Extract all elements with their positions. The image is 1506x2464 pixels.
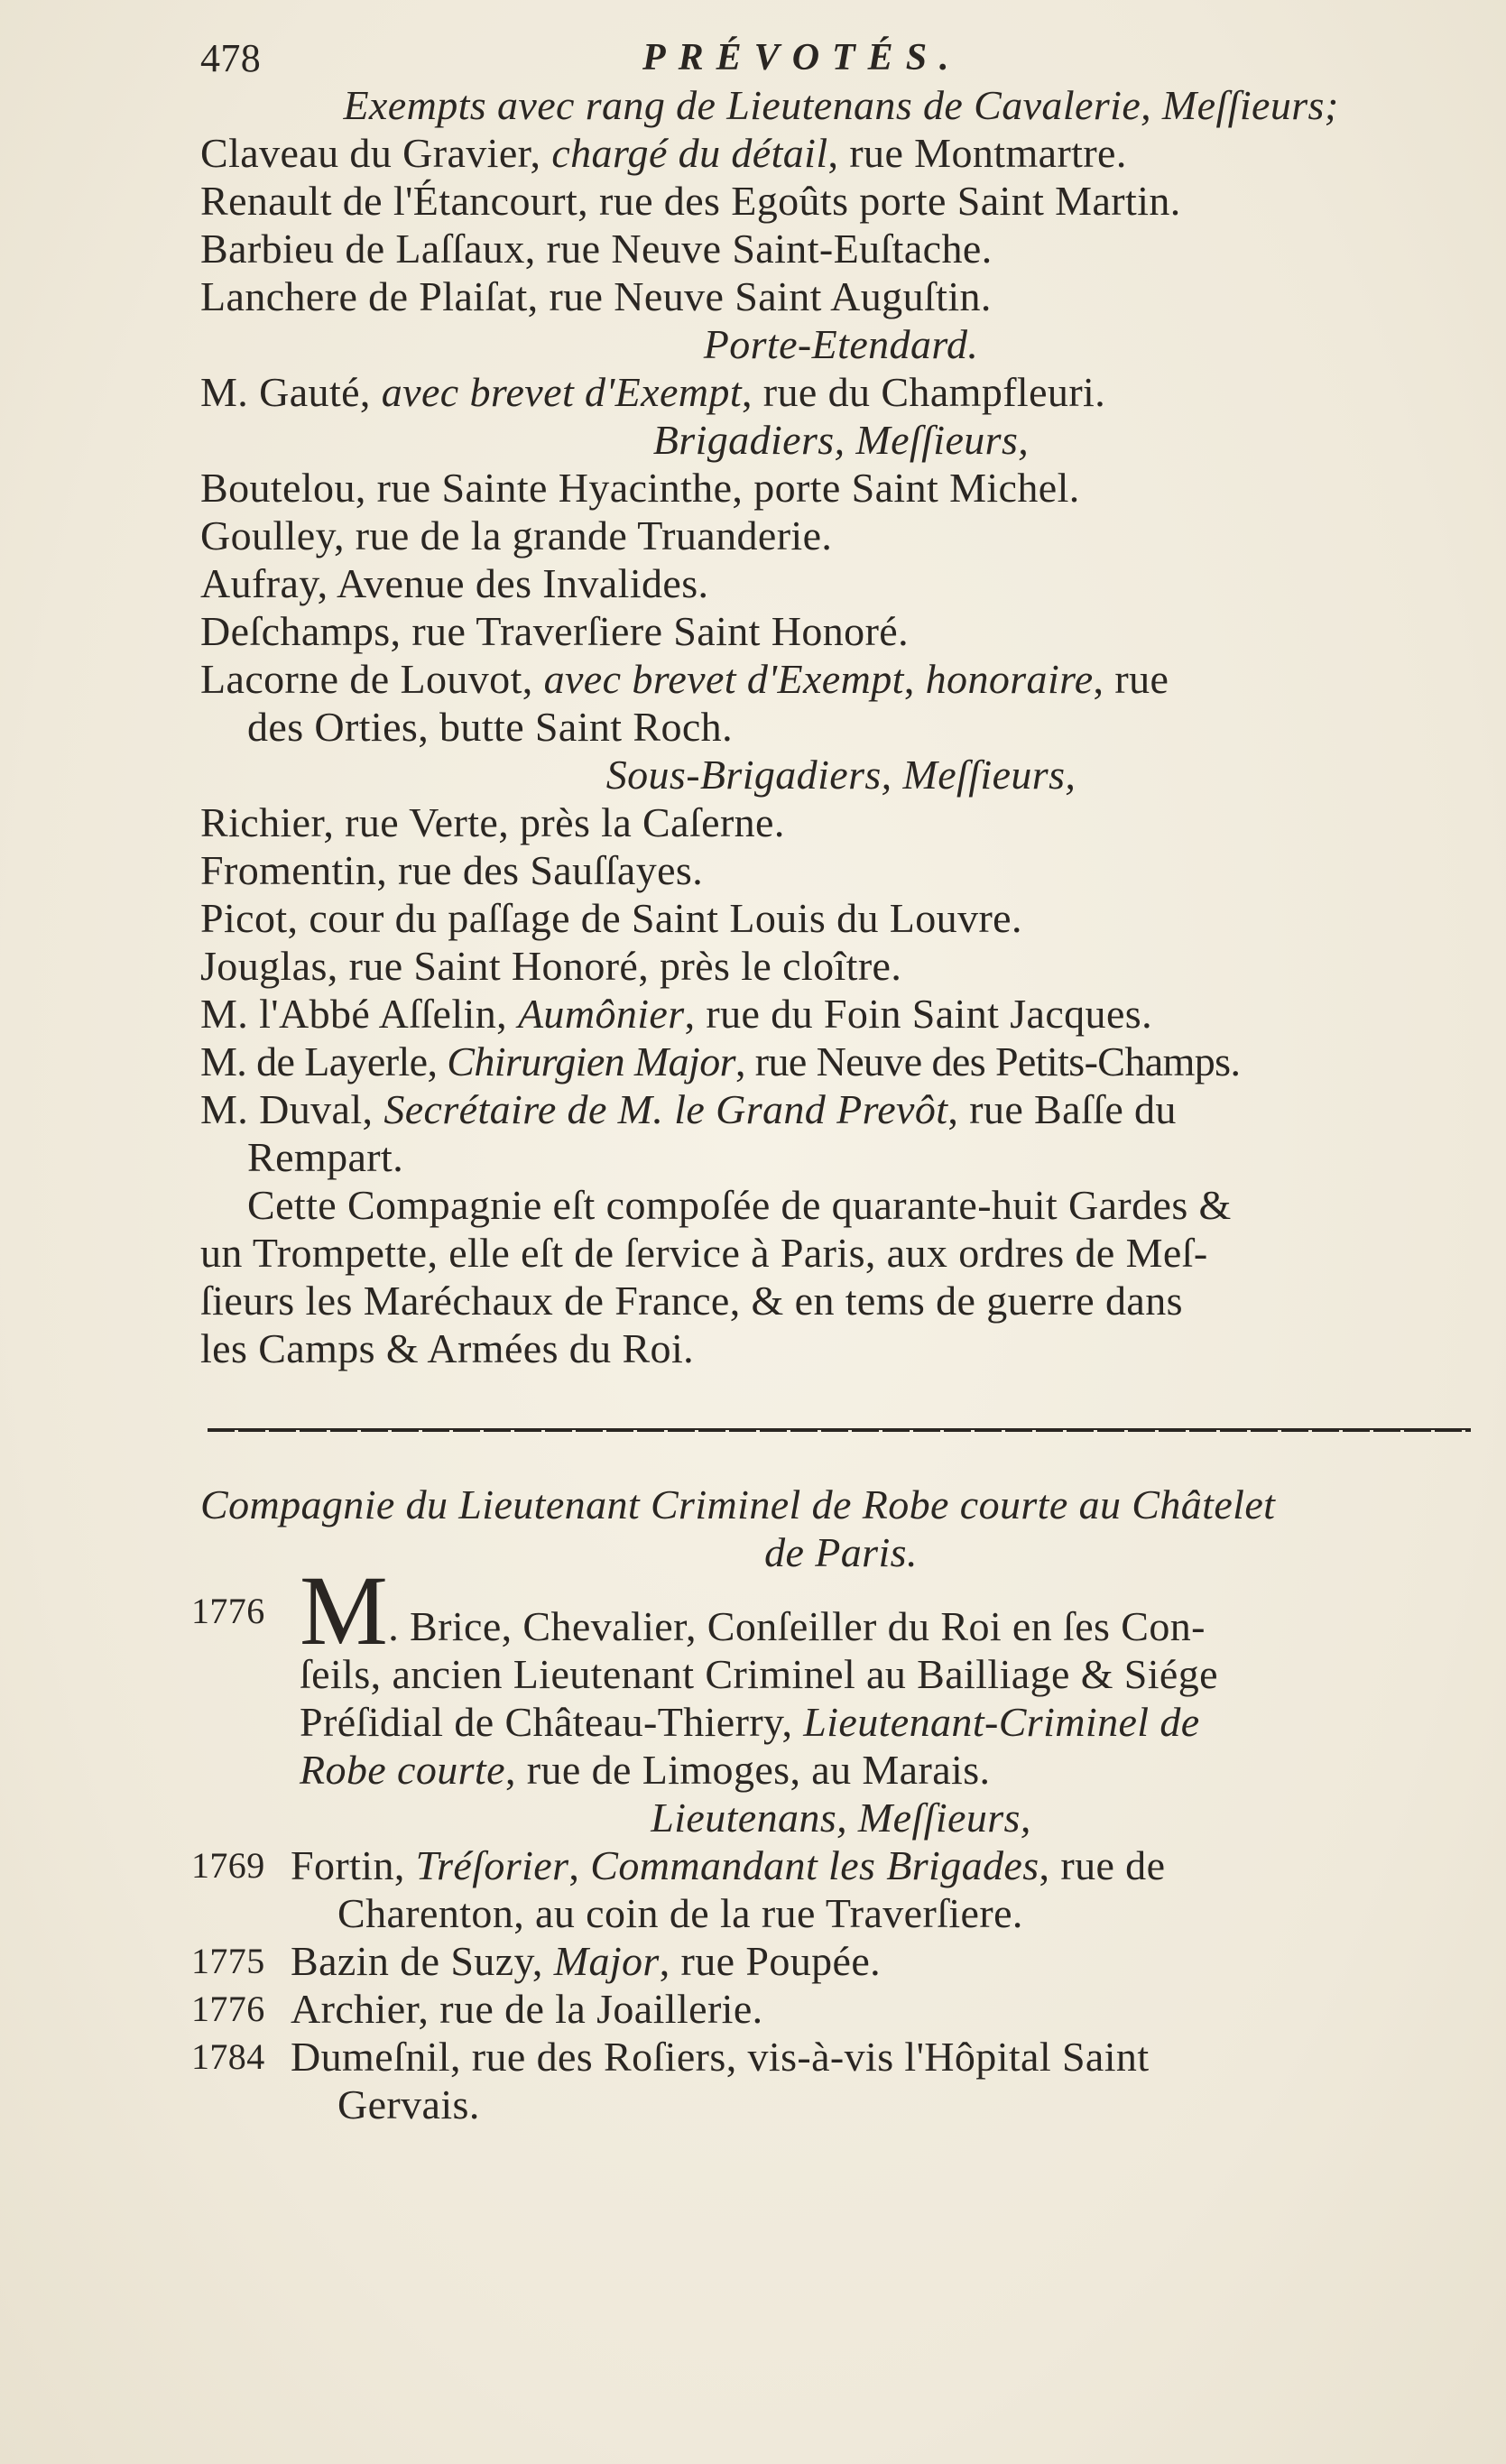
list-item: Lacorne de Louvot, avec brevet d'Exempt, honoraire, rue des Orties, butte Saint Roch. [200, 656, 1169, 750]
lieutenans-heading: Lieutenans, Meſſieurs, [651, 1795, 1031, 1841]
list-item: Deſchamps, rue Traverſiere Saint Honoré. [200, 608, 910, 654]
list-item: 1776 Archier, rue de la Joaillerie. [191, 1986, 763, 2032]
list-item: Fromentin, rue des Sauſſayes. [200, 847, 704, 893]
page-text [191, 27, 1482, 2128]
list-item: M. Duval, Secrétaire de M. le Grand Prevôt, rue Baſſe du Rempart. [200, 1086, 1177, 1180]
year-label: 1775 [191, 1941, 265, 1981]
list-item: Picot, cour du paſſage de Saint Louis du Louvre. [200, 895, 1022, 941]
year-label: 1784 [191, 2036, 265, 2077]
year-label: 1776 [191, 1591, 265, 1631]
list-item: Claveau du Gravier, chargé du détail, rue Montmartre. [200, 130, 1127, 176]
list-item: Barbieu de Laſſaux, rue Neuve Saint-Euſtache. [200, 226, 993, 272]
page-number: 478 [200, 36, 262, 80]
sous-brigadiers-heading: Sous-Brigadiers, Meſſieurs, [605, 752, 1076, 798]
section-title: Compagnie du Lieutenant Criminel de Robe courte au Châtelet [200, 1481, 1276, 1527]
page-header [200, 27, 1482, 81]
list-item: Renault de l'Étancourt, rue des Egoûts porte Saint Martin. [200, 178, 1181, 224]
exempts-heading: Exempts avec rang de Lieutenans de Cavalerie, Meſſieurs; [343, 82, 1339, 128]
list-item: 1784 Dumeſnil, rue des Roſiers, vis-à-vis l'Hôpital Saint Gervais. [191, 2034, 1150, 2127]
list-item: Goulley, rue de la grande Truanderie. [200, 512, 833, 558]
list-item: Aufray, Avenue des Invalides. [200, 560, 709, 606]
year-label: 1769 [191, 1845, 265, 1886]
section-divider [208, 1426, 1471, 1432]
year-label: 1776 [191, 1989, 265, 2029]
porte-etendard-heading: Porte-Etendard. [703, 321, 979, 367]
brigadiers-heading: Brigadiers, Meſſieurs, [652, 417, 1030, 463]
list-item: 1776 M. Brice, Chevalier, Conſeiller du Roi en ſes Con- ſeils, ancien Lieutenant Criminel au Bailliage & Siége Préſidial de Château-Thierry, Lieutenant-Criminel de Robe courte, rue de Limoges, au Marais. [191, 1555, 1218, 1793]
list-item: Lanchere de Plaiſat, rue Neuve Saint Auguſtin. [200, 273, 992, 319]
list-item: Boutelou, rue Sainte Hyacinthe, porte Saint Michel. [200, 465, 1080, 511]
list-item: M. Gauté, avec brevet d'Exempt, rue du Champfleuri. [200, 369, 1106, 415]
drop-cap: M [300, 1555, 389, 1666]
list-item: 1769 Fortin, Tréſorier, Commandant les Brigades, rue de Charenton, au coin de la rue Traverſiere. [191, 1842, 1166, 1936]
list-item: Jouglas, rue Saint Honoré, près le cloître. [200, 943, 902, 989]
running-head: PRÉVOTÉS. [642, 37, 962, 78]
company-paragraph: Cette Compagnie eſt compoſée de quarante-huit Gardes & un Trompette, elle eſt de ſervice à Paris, aux ordres de Meſ- ſieurs les Maréchaux de France, & en tems de guerre dans les Camps & Armées du Roi. [200, 1182, 1232, 1371]
list-item: 1775 Bazin de Suzy, Major, rue Poupée. [191, 1938, 882, 1984]
list-item: Richier, rue Verte, près la Caſerne. [200, 799, 785, 845]
section-title-cont: de Paris. [764, 1529, 918, 1575]
list-item: M. l'Abbé Aſſelin, Aumônier, rue du Foin Saint Jacques. [200, 991, 1152, 1037]
list-item: M. de Layerle, Chirurgien Major, rue Neuve des Petits-Champs. [200, 1038, 1241, 1084]
